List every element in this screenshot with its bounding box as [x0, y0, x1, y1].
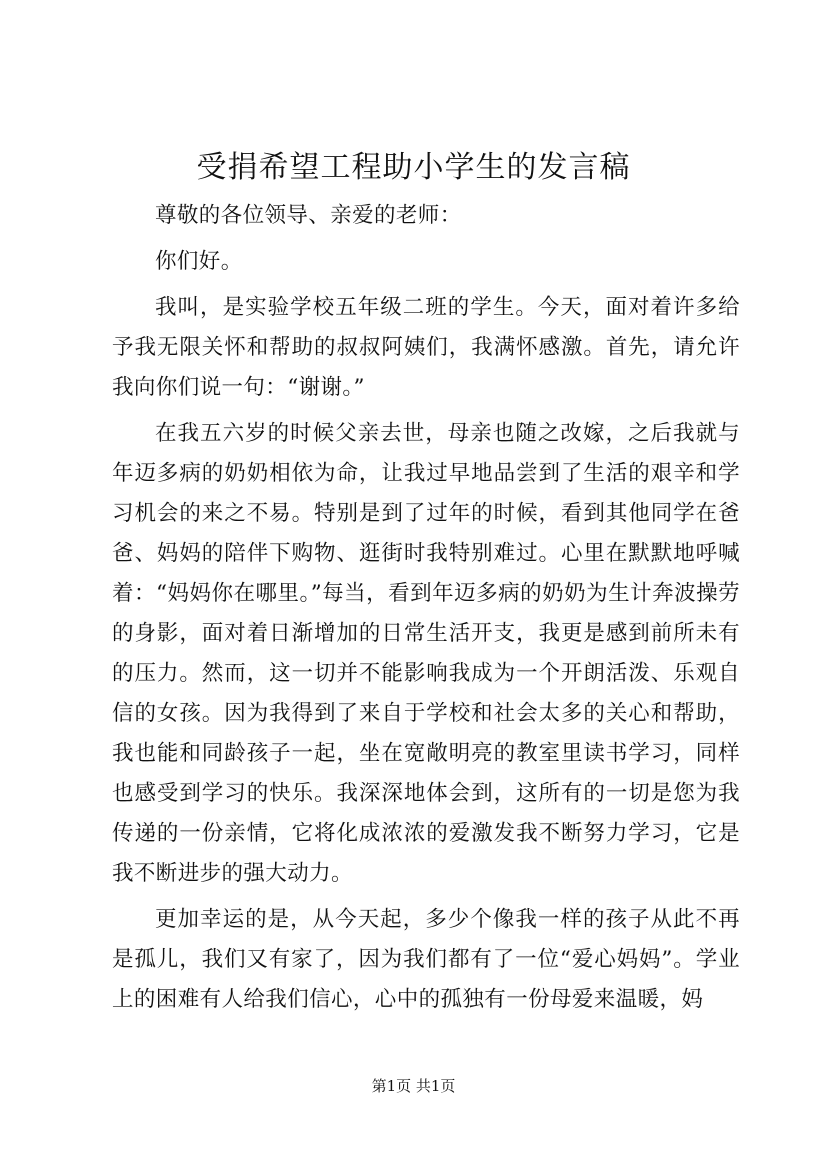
paragraph-story: 在我五六岁的时候父亲去世，母亲也随之改嫁，之后我就与年迈多病的奶奶相依为命，让我过早地品尝到了生活的艰辛和学习机会的来之不易。特别是到了过年的时候，看到其他同学在爸爸、妈妈的陪伴下购物、逛街时我特别难过。心里在默默地呼喊着：“妈妈你在哪里。”每当，看到年迈多病的奶奶为生计奔波操劳的身影，面对着日渐增加的日常生活开支，我更是感到前所未有的压力。然而，这一切并不能影响我成为一个开朗活泼、乐观自信的女孩。因为我得到了来自于学校和社会太多的关心和帮助，我也能和同龄孩子一起，坐在宽敞明亮的教室里读书学习，同样也感受到学习的快乐。我深深地体会到，这所有的一切是您为我传递的一份亲情，它将化成浓浓的爱激发我不断努力学习，它是我不断进步的强大动力。: [112, 421, 740, 886]
paragraph-salutation: 尊敬的各位领导、亲爱的老师：: [155, 203, 462, 228]
paragraph-greeting: 你们好。: [155, 249, 243, 274]
document-body: [112, 196, 740, 1026]
document-title: 受捐希望工程助小学生的发言稿: [196, 150, 631, 185]
page-number-footer: 第1页 共1页: [371, 1077, 456, 1095]
paragraph-gratitude: 更加幸运的是，从今天起，多少个像我一样的孩子从此不再是孤儿，我们又有家了，因为我们都有了一位“爱心妈妈”。学业上的困难有人给我们信心，心中的孤独有一份母爱来温暖，妈: [112, 907, 740, 1012]
paragraph-introduction: 我叫，是实验学校五年级二班的学生。今天，面对着许多给予我无限关怀和帮助的叔叔阿姨们，我满怀感激。首先，请允许我向你们说一句：“谢谢。”: [112, 295, 740, 400]
